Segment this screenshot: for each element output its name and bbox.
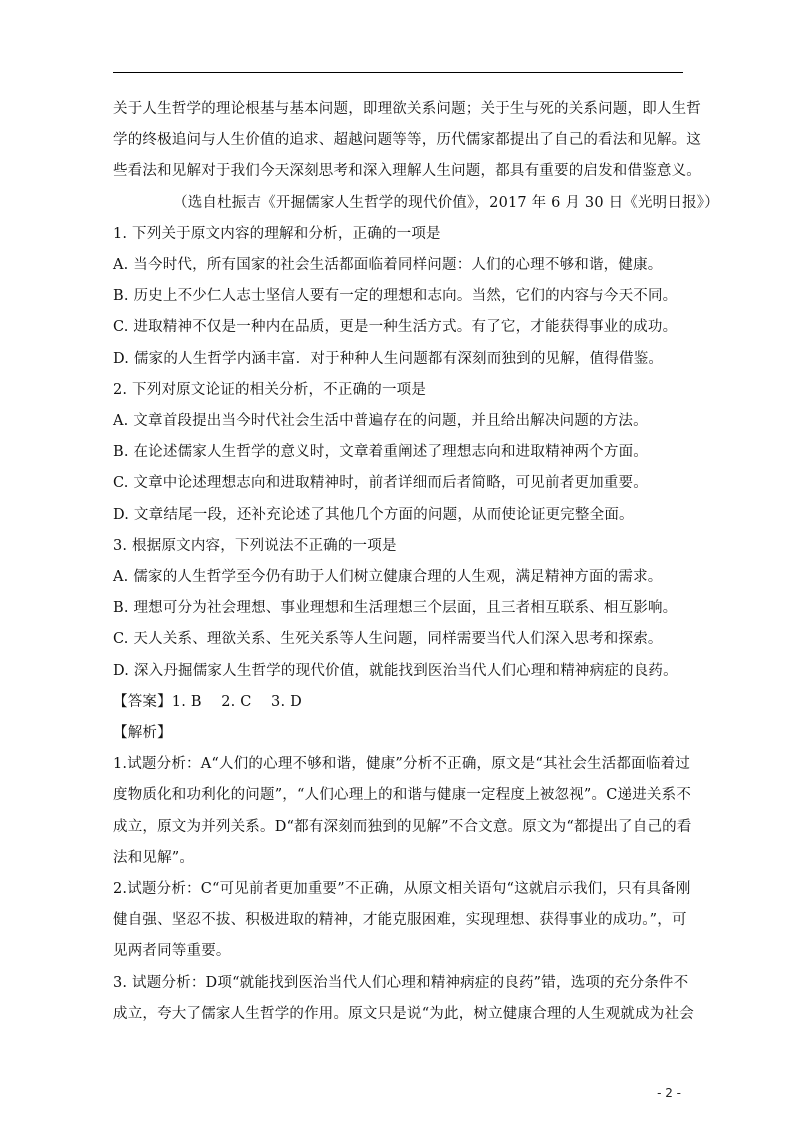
question-1-option-d: D. 儒家的人生哲学内涵丰富．对于种种人生问题都有深刻而独到的见解，值得借鉴。: [113, 350, 664, 367]
analysis-line: 见两者同等重要。: [113, 943, 231, 960]
answer-key: 【答案】1. B 2. C 3. D: [113, 693, 302, 710]
page-number: - 2 -: [657, 1086, 681, 1100]
analysis-line: 度物质化和功利化的问题”，“人们心理上的和谐与健康一定程度上被忽视”。C递进关系不: [113, 787, 692, 804]
source-citation: （选自杜振吉《开掘儒家人生哲学的现代价值》，2017 年 6 月 30 日《光明日报》）: [173, 194, 719, 211]
question-1-option-b: B. 历史上不少仁人志士坚信人要有一定的理想和志向。当然，它们的内容与今天不同。: [113, 288, 678, 305]
question-3-option-c: C. 天人关系、理欲关系、生死关系等人生问题，同样需要当代人们深入思考和探索。: [113, 631, 663, 648]
question-2-option-a: A. 文章首段提出当今时代社会生活中普遍存在的问题，并且给出解决问题的方法。: [113, 413, 648, 430]
question-2-stem: 2. 下列对原文论证的相关分析，不正确的一项是: [113, 381, 427, 398]
question-1-option-c: C. 进取精神不仅是一种内在品质，更是一种生活方式。有了它，才能获得事业的成功。: [113, 319, 678, 336]
paragraph-line: 关于人生哲学的理论根基与基本问题，即理欲关系问题；关于生与死的关系问题，即人生哲: [113, 101, 701, 117]
question-2-option-c: C. 文章中论述理想志向和进取精神时，前者详细而后者简略，可见前者更加重要。: [113, 475, 648, 492]
document-body: [113, 94, 719, 1030]
question-1-option-a: A. 当今时代，所有国家的社会生活都面临着同样问题：人们的心理不够和谐，健康。: [113, 257, 663, 274]
analysis-line: 1.试题分析：A“人们的心理不够和谐，健康”分析不正确，原文是“其社会生活都面临着过: [113, 756, 690, 773]
question-2-option-d: D. 文章结尾一段，还补充论述了其他几个方面的问题，从而使论证更完整全面。: [113, 506, 634, 523]
question-1-stem: 1. 下列关于原文内容的理解和分析，正确的一项是: [113, 225, 441, 242]
analysis-line: 2.试题分析：C“可见前者更加重要”不正确，从原文相关语句“这就启示我们，只有具备刚: [113, 881, 691, 898]
analysis-line: 健自强、坚忍不拔、积极进取的精神，才能克服困难，实现理想、获得事业的成功。”，可: [113, 912, 687, 929]
question-3-option-d: D. 深入丹掘儒家人生哲学的现代价值，就能找到医治当代人们心理和精神病症的良药。: [113, 662, 678, 679]
question-2-option-b: B. 在论述儒家人生哲学的意义时，文章着重阐述了理想志向和进取精神两个方面。: [113, 444, 648, 461]
question-3-option-b: B. 理想可分为社会理想、事业理想和生活理想三个层面，且三者相互联系、相互影响。: [113, 600, 678, 617]
header-rule: [113, 72, 683, 73]
analysis-line: 法和见解”。: [113, 849, 195, 866]
analysis-line: 成立，原文为并列关系。D“都有深刻而独到的见解”不合文意。原文为“都提出了自己的看: [113, 818, 692, 835]
analysis-line: 成立，夸大了儒家人生哲学的作用。原文只是说“为此，树立健康合理的人生观就成为社会: [113, 1005, 694, 1022]
analysis-line: 3. 试题分析：D项“就能找到医治当代人们心理和精神病症的良药”错，选项的充分条件不: [113, 974, 689, 991]
paragraph-line: 学的终极追问与人生价值的追求、超越问题等等，历代儒家都提出了自己的看法和见解。这: [113, 132, 701, 149]
question-3-stem: 3. 根据原文内容，下列说法不正确的一项是: [113, 537, 397, 554]
paragraph-line: 些看法和见解对于我们今天深刻思考和深入理解人生问题，都具有重要的启发和借鉴意义。: [113, 163, 701, 180]
question-3-option-a: A. 儒家的人生哲学至今仍有助于人们树立健康合理的人生观，满足精神方面的需求。: [113, 569, 663, 586]
analysis-heading: 【解析】: [113, 725, 172, 742]
